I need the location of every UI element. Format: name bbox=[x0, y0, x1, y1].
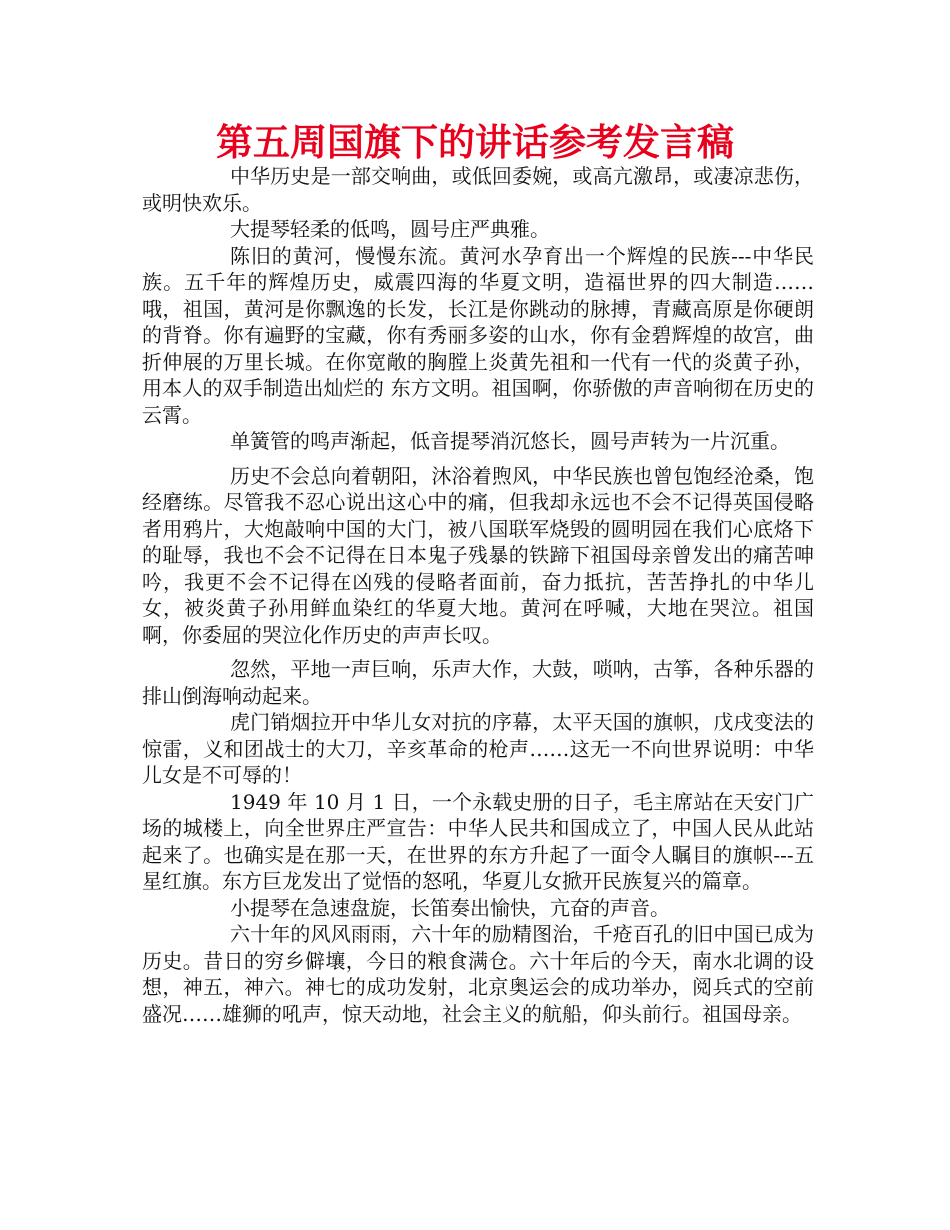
document-title: 第五周国旗下的讲话参考发言稿 bbox=[216, 121, 734, 164]
paragraph: 小提琴在急速盘旋，长笛奏出愉快，亢奋的声音。 bbox=[230, 895, 670, 920]
document-body bbox=[142, 163, 814, 1027]
paragraph: 忽然，平地一声巨响，乐声大作，大鼓，唢呐，古筝，各种乐器的排山倒海响动起来。 bbox=[142, 657, 814, 708]
paragraph: 六十年的风风雨雨，六十年的励精图治，千疮百孔的旧中国已成为历史。昔日的穷乡僻壤，今日的粮食满仓。六十年后的今天，南水北调的设想，神五，神六。神七的成功发射，北京奥运会的成功举办，阅兵式的空前盛况……雄狮的吼声，惊天动地，社会主义的航船，仰头前行。祖国母亲。 bbox=[142, 922, 814, 1026]
paragraph: 虎门销烟拉开中华儿女对抗的序幕，太平天国的旗帜，戊戌变法的惊雷，义和团战士的大刀，辛亥革命的枪声……这无一不向世界说明：中华儿女是不可辱的！ bbox=[142, 710, 814, 787]
paragraph: 单簧管的鸣声渐起，低音提琴消沉悠长，圆号声转为一片沉重。 bbox=[230, 429, 790, 453]
paragraph: 陈旧的黄河，慢慢东流。黄河水孕育出一个辉煌的民族---中华民族。五千年的辉煌历史，威震四海的华夏文明，造福世界的四大制造……哦，祖国，黄河是你飘逸的长发，长江是你跳动的脉搏，青藏高原是你硬朗的背脊。你有遍野的宝藏，你有秀丽多姿的山水，你有金碧辉煌的故宫，曲折伸展的万里长城。在你宽敞的胸膛上炎黄先祖和一代有一代的炎黄子孙，用本人的双手制造出灿烂的 东方文明。祖国啊，你骄傲的声音响彻在历史的云霄。 bbox=[142, 243, 814, 427]
paragraph: 历史不会总向着朝阳，沐浴着煦风，中华民族也曾包饱经沧桑，饱经磨练。尽管我不忍心说出这心中的痛，但我却永远也不会不记得英国侵略者用鸦片，大炮敲响中国的大门，被八国联军烧毁的圆明园在我们心底烙下的耻辱，我也不会不记得在日本鬼子残暴的铁蹄下祖国母亲曾发出的痛苦呻吟，我更不会不记得在凶残的侵略者面前，奋力抵抗，苦苦挣扎的中华儿女，被炎黄子孙用鲜血染红的华夏大地。黄河在呼喊，大地在哭泣。祖国啊，你委屈的哭泣化作历史的声声长叹。 bbox=[142, 463, 814, 647]
paragraph: 1949 年 10 月 1 日，一个永载史册的日子，毛主席站在天安门广场的城楼上，向全世界庄严宣告：中华人民共和国成立了，中国人民从此站起来了。也确实是在那一天，在世界的东方升起了一面令人瞩目的旗帜---五星红旗。东方巨龙发出了觉悟的怒吼，华夏儿女掀开民族复兴的篇章。 bbox=[142, 789, 814, 893]
paragraph: 中华历史是一部交响曲，或低回委婉，或高亢激昂，或凄凉悲伤，或明快欢乐。 bbox=[142, 164, 814, 215]
paragraph: 大提琴轻柔的低鸣，圆号庄严典雅。 bbox=[230, 217, 550, 241]
